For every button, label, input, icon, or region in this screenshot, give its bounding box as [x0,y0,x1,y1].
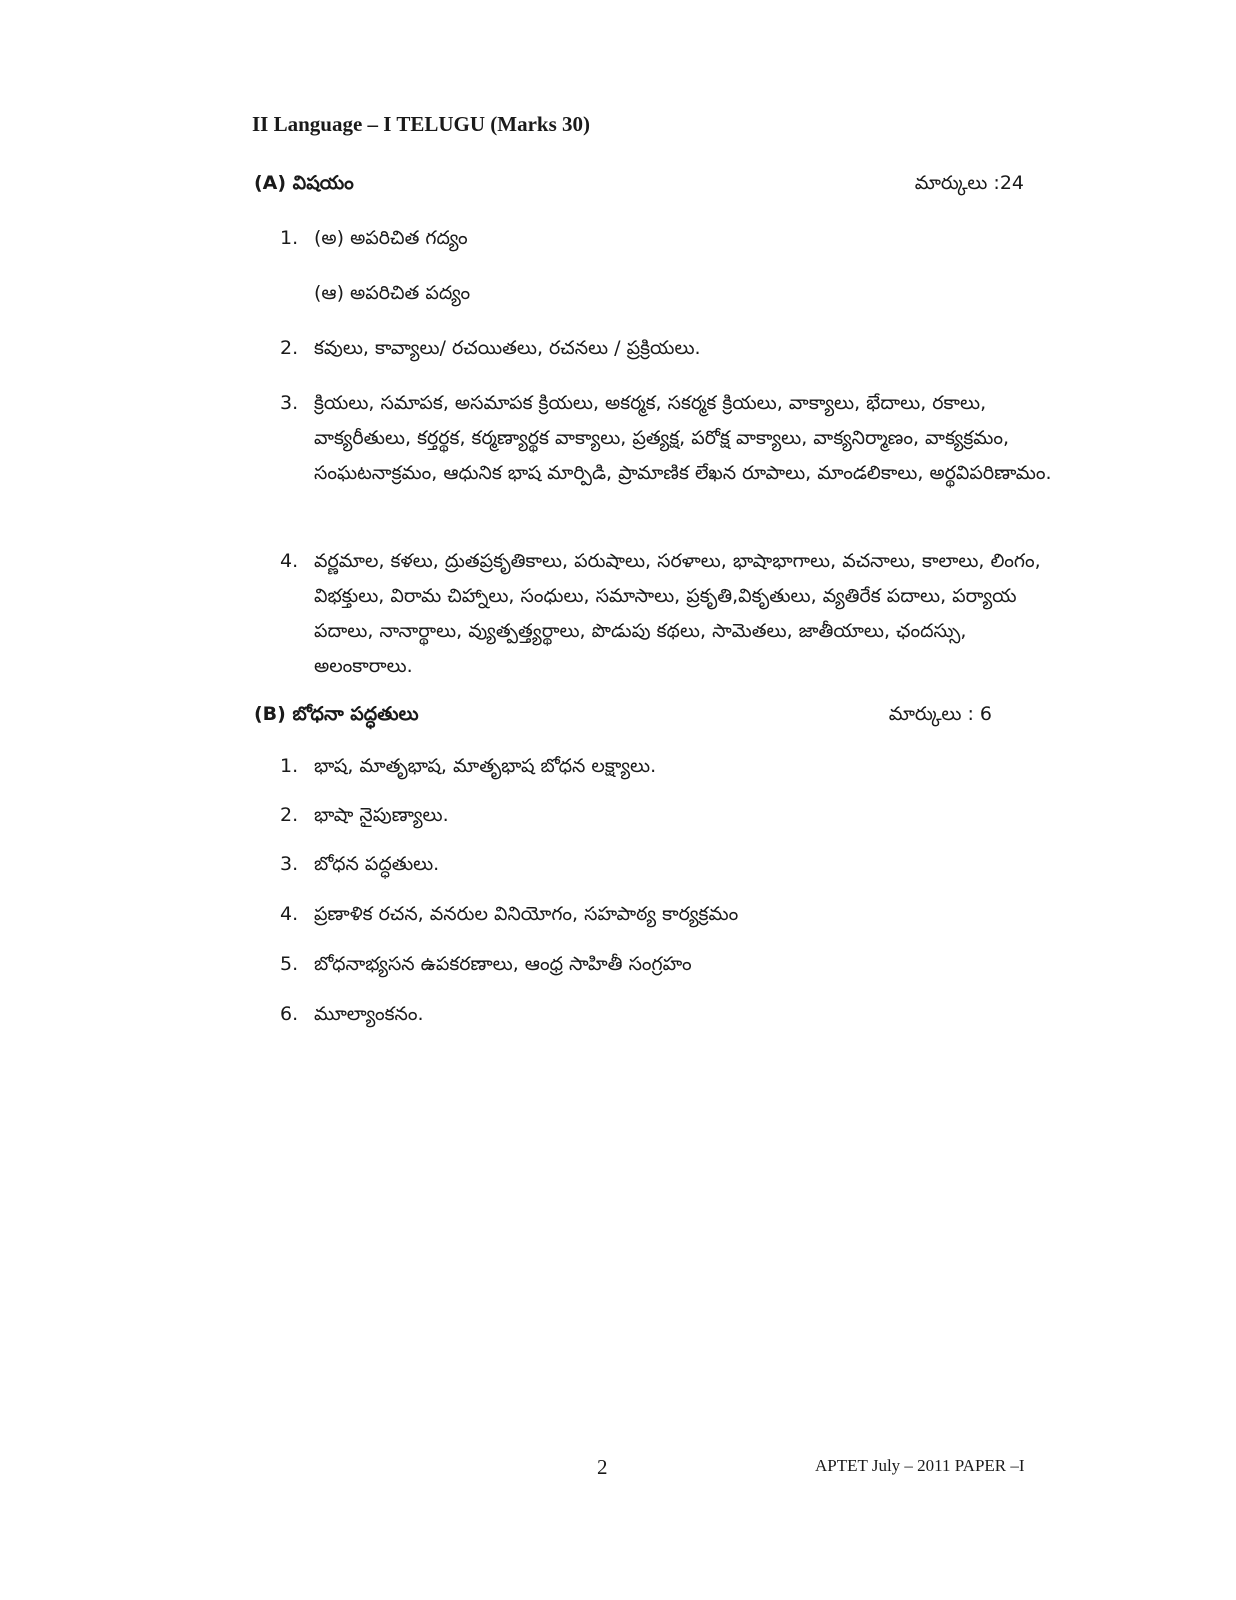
item-text: బోధన పద్ధతులు. [314,853,440,875]
item-text: (అ) అపరిచిత గద్యం [314,227,468,249]
item-text: (ఆ) అపరిచిత పద్యం [314,282,471,304]
item-text: క్రియలు, సమాపక, అసమాపక క్రియలు, అకర్మక, సకర్మక క్రియలు, వాక్యాలు, భేదాలు, రకాలు, వాక్యరీతులు, కర్తర్థక, కర్మణ్యార్థక వాక్యాలు, ప్రత్యక్ష, పరోక్ష వాక్యాలు, వాక్యనిర్మాణం, వాక్యక్రమం, సంఘటనాక్రమం, ఆధునిక భాష మార్పిడి, ప్రామాణిక లేఖన రూపాలు, మాండలికాలు, అర్థవిపరిణామం. [314,392,1052,484]
page-title: II Language – I TELUGU (Marks 30) [252,112,590,136]
item-number: 1. [280,755,299,777]
item-number: 3. [280,392,299,414]
list-item [280,847,1080,882]
item-text: కవులు, కావ్యాలు/ రచయితలు, రచనలు / ప్రక్రియలు. [314,337,701,359]
list-item [280,331,1080,366]
item-text: మూల్యాంకనం. [314,1003,424,1025]
item-text: బోధనాభ్యసన ఉపకరణాలు, ఆంధ్ర సాహితీ సంగ్రహం [314,953,692,975]
list-item [280,221,1080,256]
section-a-header [254,172,1024,199]
list-item [280,749,1080,784]
list-item [280,947,1080,982]
list-item [280,386,1060,491]
paper-label: APTET July – 2011 PAPER –I [815,1456,1025,1475]
section-a-title: (A) విషయం [254,172,354,194]
item-number: 5. [280,953,299,975]
section-b-header [254,703,992,730]
item-text: భాష, మాతృభాష, మాతృభాష బోధన లక్ష్యాలు. [314,755,657,777]
item-text: ప్రణాళిక రచన, వనరుల వినియోగం, సహపాఠ్య కార్యక్రమం [314,903,739,925]
list-item [280,544,1060,684]
item-text: భాషా నైపుణ్యాలు. [314,804,449,826]
section-b-marks: మార్కులు : 6 [888,703,992,725]
section-b-title: (B) బోధనా పద్ధతులు [254,703,419,725]
item-number: 1. [280,227,299,249]
item-number [280,276,314,311]
list-item [280,897,1080,932]
item-number: 2. [280,337,299,359]
list-item [280,997,1080,1032]
item-text: వర్ణమాల, కళలు, ద్రుతప్రకృతికాలు, పరుషాలు, సరళాలు, భాషాభాగాలు, వచనాలు, కాలాలు, లింగం, విభక్తులు, విరామ చిహ్నాలు, సంధులు, సమాసాలు, ప్రకృతి,వికృతులు, వ్యతిరేక పదాలు, పర్యాయ పదాలు, నానార్థాలు, వ్యుత్పత్త్యర్థాలు, పొడుపు కథలు, సామెతలు, జాతీయాలు, ఛందస్సు, అలంకారాలు. [314,550,1041,677]
item-number: 4. [280,550,299,572]
list-item [280,798,1080,833]
section-a-marks: మార్కులు :24 [914,172,1024,194]
list-item [280,276,1080,311]
item-number: 4. [280,903,299,925]
item-number: 3. [280,853,299,875]
item-number: 6. [280,1003,299,1025]
item-number: 2. [280,804,299,826]
page-number: 2 [597,1455,608,1479]
